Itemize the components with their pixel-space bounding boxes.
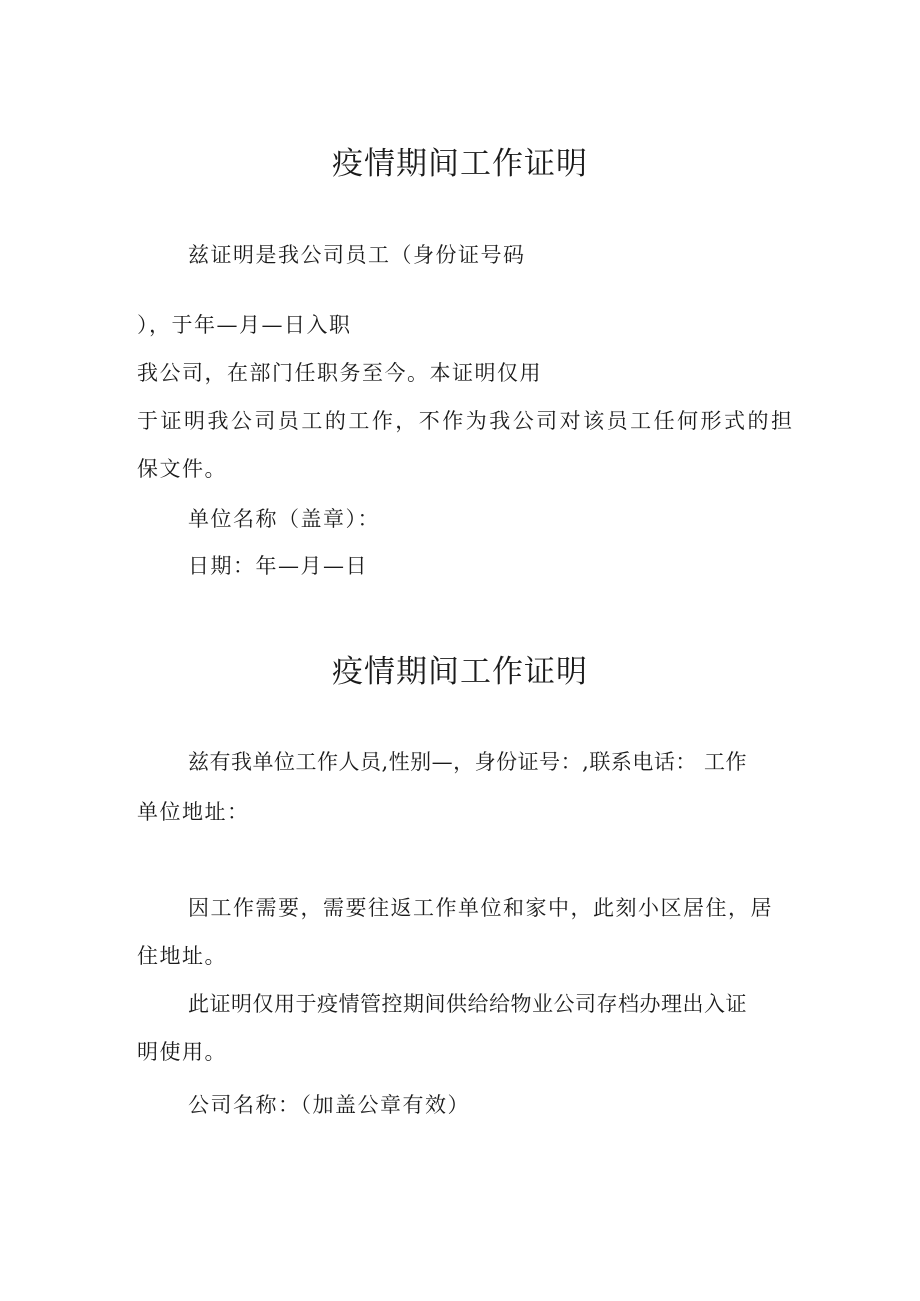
- certificate-2-line-4: 住地址。: [137, 944, 227, 968]
- certificate-2-title: 疫情期间工作证明: [332, 654, 588, 690]
- certificate-1-line-5: 保文件。: [137, 457, 227, 481]
- certificate-1-line-1: 兹证明是我公司员工（身份证号码: [188, 243, 526, 267]
- certificate-1-line-2: ），于年—月—日入职: [137, 313, 352, 337]
- certificate-2-line-5: 此证明仅用于疫情管控期间供给给物业公司存档办理出入证: [188, 992, 747, 1016]
- certificate-2-line-2: 单位地址：: [137, 800, 250, 824]
- certificate-1-title: 疫情期间工作证明: [332, 146, 588, 182]
- certificate-1-line-3: 我公司，在部门任职务至今。本证明仅用: [137, 361, 542, 385]
- certificate-1-unit-name: 单位名称（盖章）：: [188, 507, 380, 531]
- certificate-1-line-4: 于证明我公司员工的工作，不作为我公司对该员工任何形式的担: [137, 409, 792, 433]
- certificate-2-line-6: 明使用。: [137, 1040, 227, 1064]
- certificate-1-date: 日期：年—月—日: [188, 554, 368, 578]
- certificate-2-line-1: 兹有我单位工作人员,性别—，身份证号：,联系电话： 工作: [188, 750, 748, 774]
- certificate-2-line-3: 因工作需要，需要往返工作单位和家中，此刻小区居住，居: [188, 896, 773, 920]
- certificate-2-company-name: 公司名称：（加盖公章有效）: [188, 1093, 470, 1117]
